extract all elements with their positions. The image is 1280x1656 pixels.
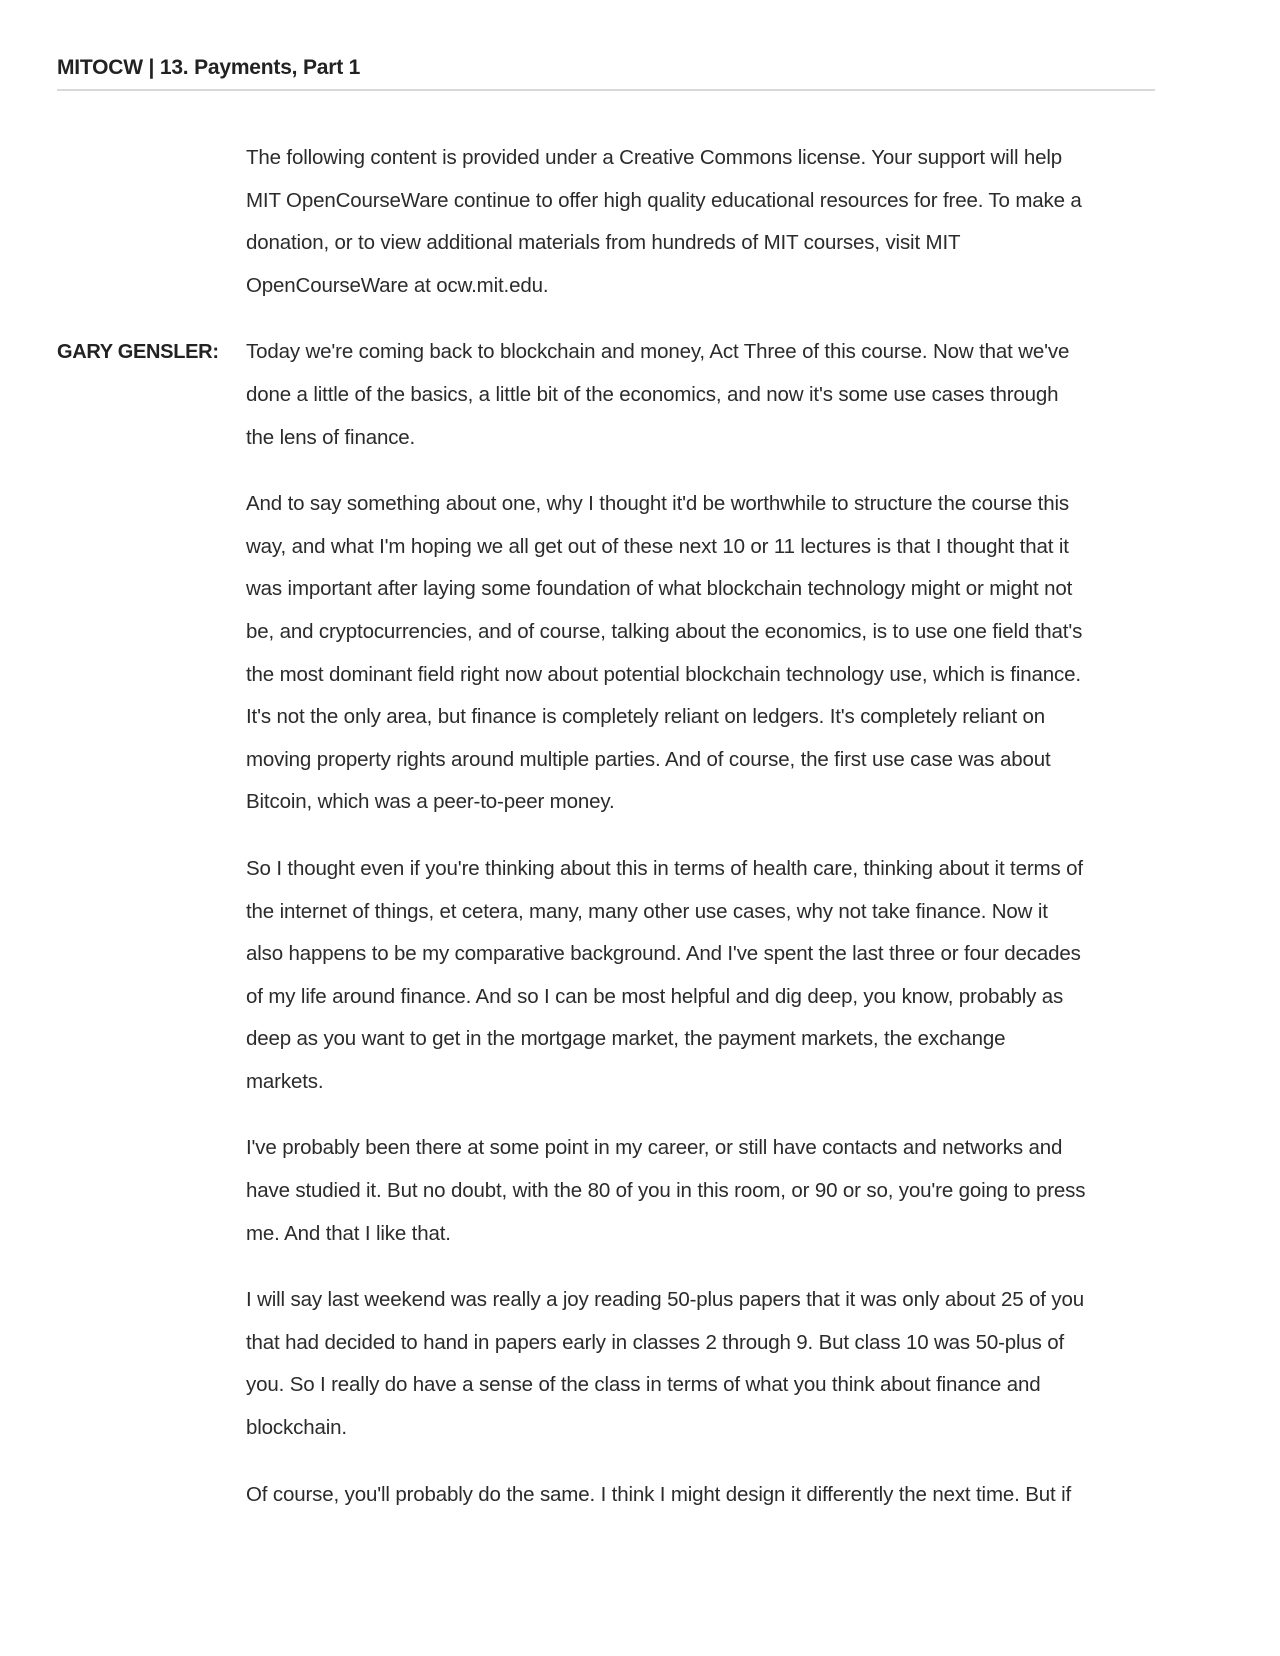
speaker-label: GARY GENSLER:: [57, 341, 219, 364]
transcript-block: [0, 1474, 1280, 1517]
paragraph: [246, 1127, 1166, 1255]
text-line: of my life around finance. And so I can be most helpful and dig deep, you know, probably as: [246, 984, 1064, 1008]
text-line: you. So I really do have a sense of the class in terms of what you think about finance and: [246, 1373, 1041, 1397]
text-line: I've probably been there at some point in my career, or still have contacts and networks and: [246, 1136, 1063, 1160]
text-line: markets.: [246, 1069, 324, 1093]
text-line: OpenCourseWare at ocw.mit.edu.: [246, 273, 549, 297]
text-line: also happens to be my comparative background. And I've spent the last three or four decades: [246, 942, 1081, 966]
text-line: me. And that I like that.: [246, 1221, 451, 1245]
transcript: [0, 137, 1280, 1540]
text-line: be, and cryptocurrencies, and of course, talking about the economics, is to use one field that's: [246, 619, 1083, 643]
text-line: that had decided to hand in papers early in classes 2 through 9. But class 10 was 50-plus of: [246, 1330, 1065, 1354]
transcript-block: [0, 331, 1280, 459]
text-line: done a little of the basics, a little bit of the economics, and now it's some use cases through: [246, 382, 1059, 406]
paragraph: [246, 1474, 1166, 1517]
text-line: So I thought even if you're thinking about this in terms of health care, thinking about it terms of: [246, 856, 1083, 880]
transcript-block: [0, 848, 1280, 1104]
paragraph: [246, 848, 1166, 1104]
transcript-block: [0, 1127, 1280, 1255]
paragraph: [246, 1279, 1166, 1449]
page-header: [57, 55, 1155, 91]
text-line: The following content is provided under a Creative Commons license. Your support will help: [246, 146, 1063, 169]
text-line: donation, or to view additional materials from hundreds of MIT courses, visit MIT: [246, 231, 961, 255]
paragraph: [246, 137, 1166, 307]
text-line: deep as you want to get in the mortgage market, the payment markets, the exchange: [246, 1027, 1006, 1051]
text-line: I will say last weekend was really a joy reading 50-plus papers that it was only about 25 of you: [246, 1288, 1084, 1312]
text-line: It's not the only area, but finance is completely reliant on ledgers. It's completely reliant on: [246, 705, 1046, 729]
paragraph: [246, 331, 1166, 459]
text-line: Today we're coming back to blockchain and money, Act Three of this course. Now that we've: [246, 340, 1070, 364]
header-divider: [57, 89, 1155, 91]
text-line: And to say something about one, why I thought it'd be worthwhile to structure the course this: [246, 492, 1069, 516]
text-line: the lens of finance.: [246, 425, 416, 449]
text-line: Of course, you'll probably do the same. I think I might design it differently the next time. But if: [246, 1482, 1072, 1506]
license-notice: [0, 137, 1280, 307]
text-line: have studied it. But no doubt, with the 80 of you in this room, or 90 or so, you're going to press: [246, 1179, 1086, 1203]
paragraph: [246, 483, 1166, 824]
text-line: the internet of things, et cetera, many, many other use cases, why not take finance. Now it: [246, 899, 1048, 923]
text-line: the most dominant field right now about potential blockchain technology use, which is finance.: [246, 662, 1081, 686]
text-line: blockchain.: [246, 1416, 347, 1440]
text-line: moving property rights around multiple parties. And of course, the first use case was about: [246, 747, 1051, 771]
page-title: MITOCW | 13. Payments, Part 1: [57, 56, 361, 79]
text-line: MIT OpenCourseWare continue to offer high quality educational resources for free. To make a: [246, 188, 1082, 212]
transcript-block: [0, 483, 1280, 824]
text-line: way, and what I'm hoping we all get out of these next 10 or 11 lectures is that I thought that it: [246, 534, 1069, 558]
text-line: was important after laying some foundation of what blockchain technology might or might not: [246, 577, 1073, 601]
transcript-block: [0, 1279, 1280, 1449]
text-line: Bitcoin, which was a peer-to-peer money.: [246, 790, 615, 814]
